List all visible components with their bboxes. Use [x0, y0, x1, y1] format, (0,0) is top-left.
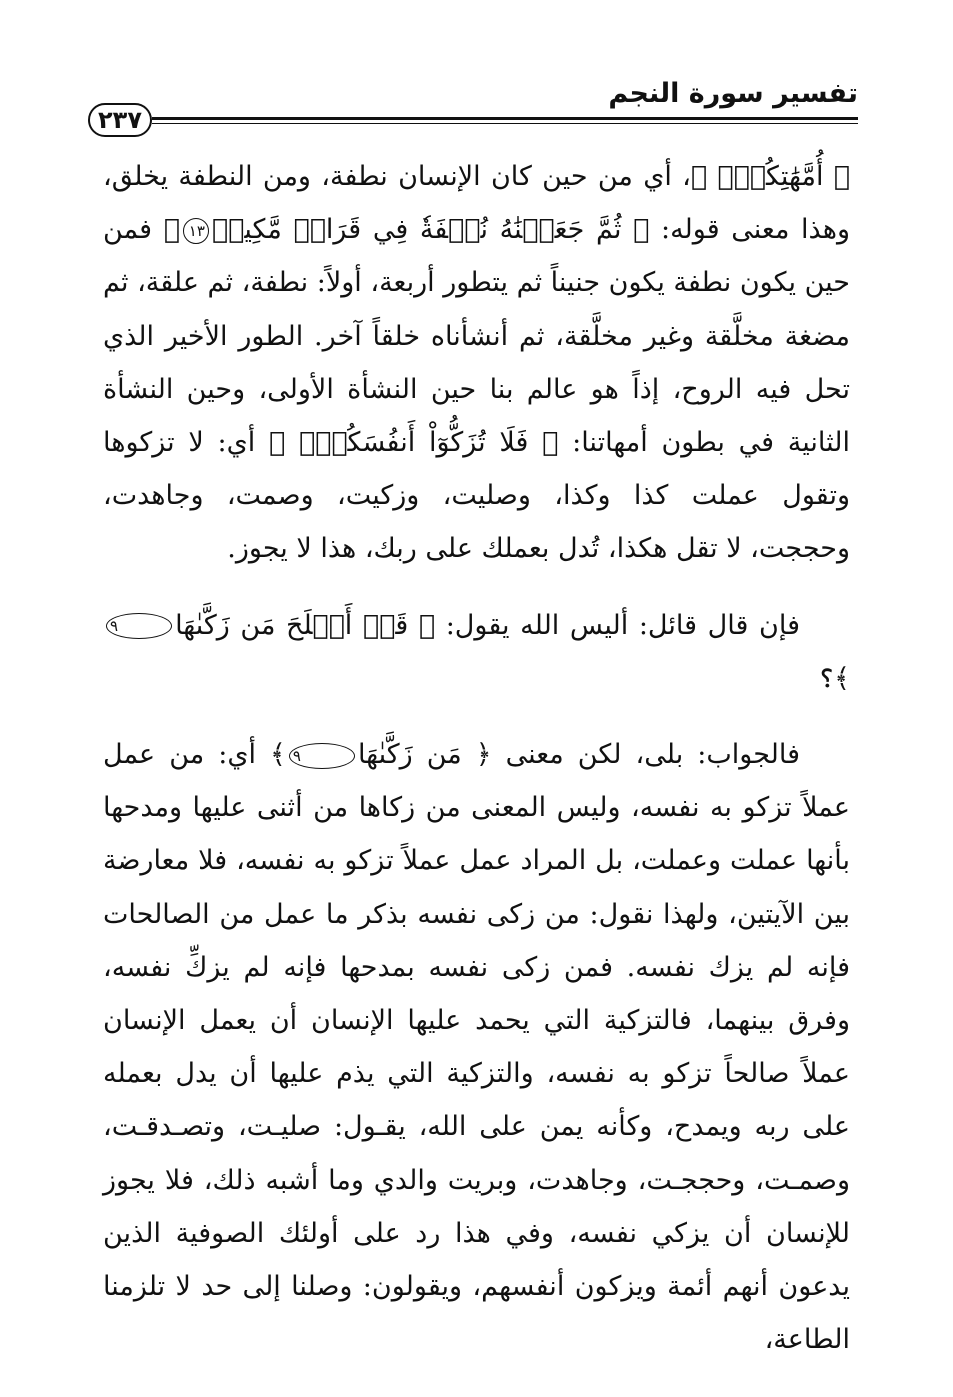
ayah-number-marker: ٩ [106, 613, 172, 639]
header-rule-thin [152, 123, 858, 124]
body-text: فمن حين يكون نطفة يكون جنيناً ثم يتطور أربعة، أولاً: نطفة، ثم علقة، ثم مضغة مخلَّقة وغير مخلَّقة، ثم أنشأناه خلقاً آخر. الطور الأخير الذي تحل فيه الروح، إذاً هو عالم بنا حين النشأة الأولى، وحين النشأة الثانية في بطون أمهاتنا: [103, 214, 851, 459]
body-text: أي: من عمل عملاً تزكو به نفسه، وليس المعنى من زكاها من أثنى عليها ومدحها بأنها عملت وعملت، بل المراد عمل عملاً تزكو به نفسه، فلا معارضة بين الآيتين، ولهذا نقول: من زكى نفسه بذكر ما عمل من الصالحات فإنه لم يزك نفسه. فمن زكى نفسه بمدحها فإنه لم يزكِّ نفسه، وفرق بينهما، فالتزكية التي يحمد عليها الإنسان أن يعمل الإنسان عملاً صالحاً تزكو به نفسه، والتزكية التي يذم عليها أن يدل بعمله على ربه ويمدح، وكأنه يمن على الله، يقـول: صليـت، وتصـدقـت، وصمـت، وحججـت، وجاهدت، وبريت والدي وما أشبه ذلك، فلا يجوز للإنسان أن يزكي نفسه، وفي هذا رد على أولئك الصوفية الذين يدعون أنهم أئمة ويزكون أنفسهم، ويقولون: وصلنا إلى حد لا تلزمنا الطاعة، [103, 739, 850, 1356]
quran-verse: ﴿ قَدۡ أَفۡلَحَ مَن زَكَّىٰهَا [175, 609, 436, 641]
page-body [103, 150, 850, 1366]
quran-bracket: ﴾ [163, 214, 180, 246]
quran-verse: ﴿ أُمَّهَٰتِكُمۡۖ ﴾ [690, 161, 850, 192]
quran-verse: ﴿ مَن زَكَّىٰهَا [357, 739, 492, 771]
paragraph-2 [103, 599, 850, 705]
body-text: فالجواب: بلى، لكن معنى [491, 739, 800, 771]
quran-bracket: ﴾ [270, 739, 286, 771]
header-rule [152, 117, 858, 120]
quran-verse: ﴿ ثُمَّ جَعَلۡنَٰهُ نُطۡفَةٗ فِي قَرَارٖ مَّكِينٖ [211, 214, 650, 246]
running-header-title: تفسير سورة النجم [608, 78, 858, 109]
quran-verse: ﴿ فَلَا تُزَكُّوٓاْ أَنفُسَكُمۡۖ ﴾ [269, 427, 559, 459]
body-text: أي: لا تزكوها وتقول عملت كذا وكذا، وصليت، وزكيت، وصمت، وجاهدت، وحججت، لا تقل هكذا، تُدل بعملك على ربك، هذا لا يجوز. [103, 427, 850, 565]
ayah-number-marker: ٩ [289, 743, 355, 769]
quran-bracket: ﴾ [834, 662, 850, 694]
paragraph-3 [103, 728, 850, 1366]
paragraph-1 [103, 150, 850, 576]
body-text: ، أي من حين كان الإنسان نطفة، ومن النطفة يخلق، وهذا معنى قوله: [103, 161, 851, 246]
body-text: فإن قال قائل: أليس الله يقول: [435, 609, 800, 641]
body-text: ؟ [818, 662, 835, 694]
page-number-badge: ٢٣٧ [88, 103, 152, 137]
ayah-number-marker: ١٣ [183, 218, 209, 244]
